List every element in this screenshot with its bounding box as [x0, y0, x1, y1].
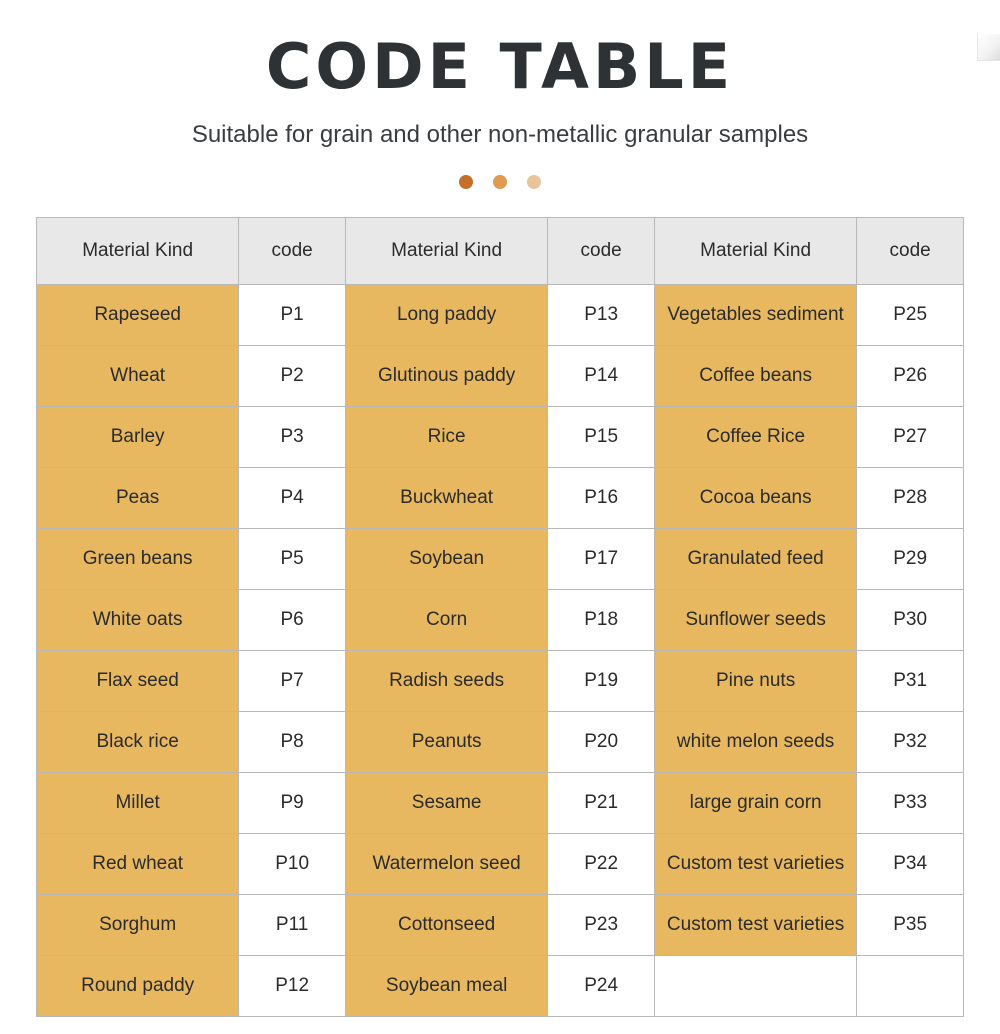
- code-cell: P1: [239, 285, 346, 346]
- code-cell: P12: [239, 956, 346, 1017]
- dot-2: [493, 175, 507, 189]
- code-cell: P35: [857, 895, 964, 956]
- code-table-page: [0, 30, 1000, 1034]
- code-cell: P27: [857, 407, 964, 468]
- table-row: [37, 285, 964, 346]
- code-cell: P4: [239, 468, 346, 529]
- table-row: [37, 834, 964, 895]
- material-cell: Cocoa beans: [654, 468, 856, 529]
- code-cell: P30: [857, 590, 964, 651]
- material-cell: White oats: [37, 590, 239, 651]
- decorative-dots: [0, 175, 1000, 189]
- material-cell: Watermelon seed: [345, 834, 547, 895]
- material-cell: Green beans: [37, 529, 239, 590]
- code-table-wrapper: [36, 217, 964, 1017]
- code-cell: P13: [548, 285, 655, 346]
- material-cell: Flax seed: [37, 651, 239, 712]
- material-cell: large grain corn: [654, 773, 856, 834]
- material-cell: Vegetables sediment: [654, 285, 856, 346]
- code-cell: P28: [857, 468, 964, 529]
- code-cell: P34: [857, 834, 964, 895]
- code-cell: P5: [239, 529, 346, 590]
- table-row: [37, 407, 964, 468]
- material-cell: Corn: [345, 590, 547, 651]
- page-subtitle: Suitable for grain and other non-metallic granular samples: [191, 121, 809, 149]
- code-cell: P3: [239, 407, 346, 468]
- dot-3: [527, 175, 541, 189]
- material-cell: Rice: [345, 407, 547, 468]
- material-cell: white melon seeds: [654, 712, 856, 773]
- code-cell: P23: [548, 895, 655, 956]
- material-cell: Millet: [37, 773, 239, 834]
- table-row: [37, 773, 964, 834]
- material-cell: Radish seeds: [345, 651, 547, 712]
- page-title: CODE TABLE: [265, 30, 735, 103]
- table-head: [37, 218, 964, 285]
- empty-cell: [857, 956, 964, 1017]
- material-cell: Peanuts: [345, 712, 547, 773]
- column-header: Material Kind: [37, 218, 239, 285]
- column-header: Material Kind: [654, 218, 856, 285]
- material-cell: Pine nuts: [654, 651, 856, 712]
- code-cell: P2: [239, 346, 346, 407]
- code-cell: P7: [239, 651, 346, 712]
- code-cell: P24: [548, 956, 655, 1017]
- table-row: [37, 712, 964, 773]
- material-cell: Barley: [37, 407, 239, 468]
- material-cell: Custom test varieties: [654, 895, 856, 956]
- code-cell: P19: [548, 651, 655, 712]
- material-cell: Soybean: [345, 529, 547, 590]
- material-cell: Red wheat: [37, 834, 239, 895]
- table-row: [37, 468, 964, 529]
- code-cell: P25: [857, 285, 964, 346]
- material-cell: Cottonseed: [345, 895, 547, 956]
- material-cell: Wheat: [37, 346, 239, 407]
- column-header: code: [857, 218, 964, 285]
- code-cell: P20: [548, 712, 655, 773]
- material-cell: Granulated feed: [654, 529, 856, 590]
- material-cell: Sorghum: [37, 895, 239, 956]
- material-cell: Round paddy: [37, 956, 239, 1017]
- material-cell: Rapeseed: [37, 285, 239, 346]
- column-header: code: [239, 218, 346, 285]
- code-cell: P17: [548, 529, 655, 590]
- code-cell: P21: [548, 773, 655, 834]
- table-body: [37, 285, 964, 1017]
- dot-1: [459, 175, 473, 189]
- material-cell: Black rice: [37, 712, 239, 773]
- code-cell: P9: [239, 773, 346, 834]
- empty-cell: [654, 956, 856, 1017]
- material-cell: Custom test varieties: [654, 834, 856, 895]
- column-header: Material Kind: [345, 218, 547, 285]
- material-cell: Sesame: [345, 773, 547, 834]
- page-corner-fold: [977, 34, 1000, 61]
- table-header-row: [37, 218, 964, 285]
- code-cell: P15: [548, 407, 655, 468]
- code-cell: P11: [239, 895, 346, 956]
- code-cell: P8: [239, 712, 346, 773]
- code-cell: P10: [239, 834, 346, 895]
- code-cell: P33: [857, 773, 964, 834]
- code-cell: P6: [239, 590, 346, 651]
- table-row: [37, 651, 964, 712]
- material-cell: Coffee beans: [654, 346, 856, 407]
- table-row: [37, 956, 964, 1017]
- code-cell: P22: [548, 834, 655, 895]
- material-cell: Long paddy: [345, 285, 547, 346]
- code-table: [36, 217, 964, 1017]
- material-cell: Buckwheat: [345, 468, 547, 529]
- code-cell: P31: [857, 651, 964, 712]
- table-row: [37, 529, 964, 590]
- material-cell: Peas: [37, 468, 239, 529]
- code-cell: P18: [548, 590, 655, 651]
- code-cell: P16: [548, 468, 655, 529]
- material-cell: Soybean meal: [345, 956, 547, 1017]
- material-cell: Glutinous paddy: [345, 346, 547, 407]
- table-row: [37, 895, 964, 956]
- material-cell: Sunflower seeds: [654, 590, 856, 651]
- code-cell: P29: [857, 529, 964, 590]
- code-cell: P26: [857, 346, 964, 407]
- table-row: [37, 346, 964, 407]
- code-cell: P14: [548, 346, 655, 407]
- code-cell: P32: [857, 712, 964, 773]
- table-row: [37, 590, 964, 651]
- material-cell: Coffee Rice: [654, 407, 856, 468]
- column-header: code: [548, 218, 655, 285]
